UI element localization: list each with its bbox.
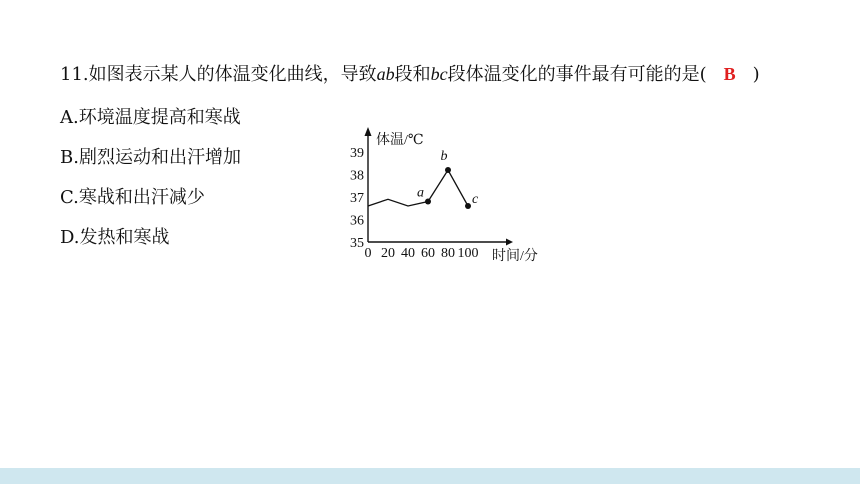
x-tick-label: 60 [421, 246, 435, 261]
point-label-b: b [440, 149, 448, 164]
paren-close: ) [752, 64, 760, 85]
segment-ab-label: ab [376, 64, 395, 84]
y-tick-label: 36 [350, 213, 364, 229]
option-c[interactable]: C.寒战和出汗减少 [60, 187, 205, 208]
segment-bc-label: bc [430, 64, 448, 84]
y-tick-label: 37 [350, 191, 364, 206]
point-a [425, 199, 431, 205]
option-a[interactable]: A.环境温度提高和寒战 [60, 107, 241, 128]
question-text-2: 段和 [394, 64, 431, 85]
option-b[interactable]: B.剧烈运动和出汗增加 [60, 147, 241, 168]
y-tick-label: 35 [350, 236, 364, 251]
temperature-chart [330, 122, 560, 272]
x-tick-label: 0 [364, 246, 372, 261]
chart-series [368, 149, 479, 209]
answer-text: B [723, 64, 736, 84]
x-tick-label: 20 [381, 246, 395, 261]
y-axis-arrow [365, 127, 372, 136]
point-b [445, 167, 451, 173]
x-axis-label: 时间/分 [492, 249, 538, 264]
x-tick-label: 80 [441, 246, 455, 261]
x-tick-label: 100 [457, 246, 479, 261]
chart-ticks [350, 146, 479, 261]
question-number: 11. [60, 64, 89, 85]
x-axis-arrow [506, 239, 513, 246]
point-label-c: c [472, 192, 479, 207]
paren-open: ( [699, 64, 707, 85]
y-tick-label: 39 [350, 146, 364, 161]
y-tick-label: 38 [350, 168, 364, 184]
point-c [465, 203, 471, 209]
answer-slot [707, 62, 753, 87]
question-text-1: 如图表示某人的体温变化曲线，导致 [88, 64, 377, 85]
x-tick-label: 40 [401, 246, 415, 261]
point-label-a: a [417, 185, 424, 201]
footer-bar [0, 468, 860, 484]
question-text [60, 62, 760, 87]
question-text-3: 段体温变化的事件最有可能的是 [447, 64, 700, 85]
y-axis-label: 体温/℃ [376, 133, 424, 148]
option-d[interactable]: D.发热和寒战 [60, 227, 170, 248]
